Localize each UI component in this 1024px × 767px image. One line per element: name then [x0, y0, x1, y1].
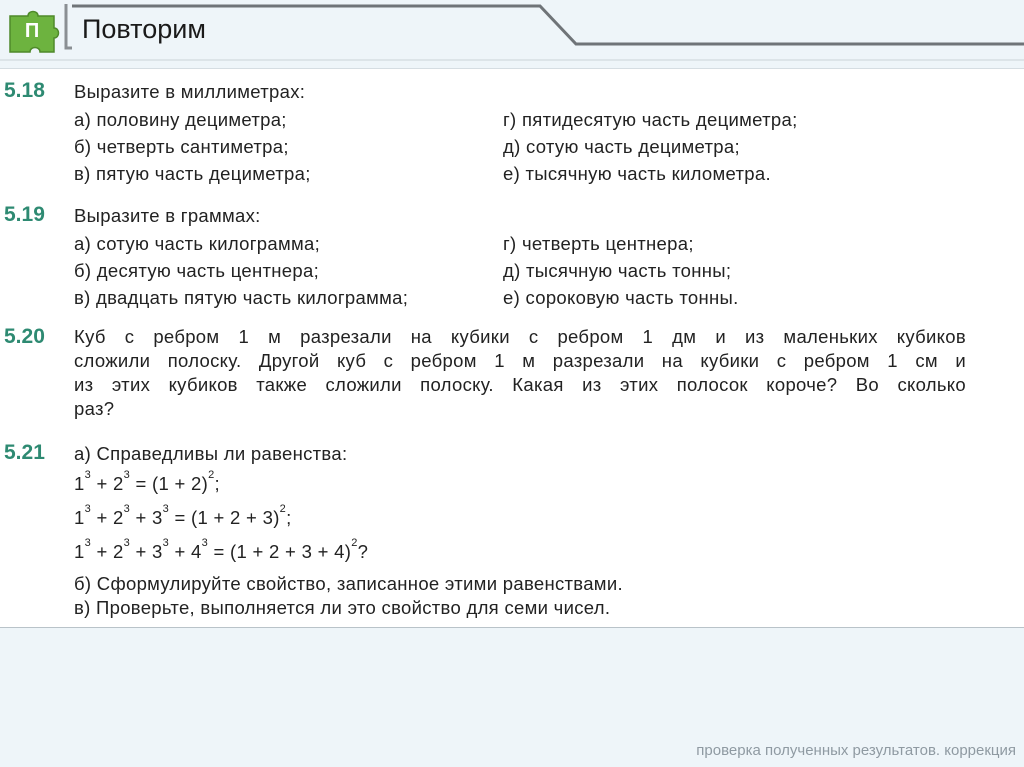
slide-header	[0, 0, 1024, 66]
problem-number: 5.20	[4, 325, 45, 348]
equation-2: $1^3 + 2^3 + 3^3 = (1 + 2 + 3)^2$;	[74, 503, 292, 528]
problem-text	[74, 325, 966, 421]
equation-3: $1^3 + 2^3 + 3^3 + 4^3 = (1 + 2 + 3 + 4)^2$?	[74, 537, 369, 562]
answer-item: г) пятидесятую часть дециметра;	[503, 109, 798, 130]
answer-item: б) десятую часть центнера;	[74, 260, 320, 281]
problem-number: 5.21	[4, 441, 45, 464]
problem-prompt: Выразите в миллиметрах:	[74, 81, 306, 102]
answer-item: е) тысячную часть километра.	[503, 163, 771, 184]
text-line: из этих кубиков также сложили полоску. Какая из этих полосок короче? Во сколько	[74, 374, 966, 395]
text-line: Куб с ребром 1 м разрезали на кубики с ребром 1 дм и из маленьких кубиков	[74, 326, 966, 347]
problem-number: 5.18	[4, 79, 45, 102]
badge-letter: П	[24, 20, 40, 42]
answer-item: д) сотую часть дециметра;	[503, 136, 740, 157]
part-a: а) Справедливы ли равенства:	[74, 443, 348, 464]
problem-number: 5.19	[4, 203, 45, 226]
text-line: сложили полоску. Другой куб с ребром 1 м разрезали на кубики с ребром 1 см и	[74, 350, 966, 371]
textbook-page	[0, 68, 1024, 628]
answer-item: е) сороковую часть тонны.	[503, 287, 739, 308]
part-b: б) Сформулируйте свойство, записанное этими равенствами.	[74, 573, 623, 594]
puzzle-piece-icon	[6, 10, 64, 56]
answer-item: а) половину дециметра;	[74, 109, 287, 130]
answer-item: в) двадцать пятую часть килограмма;	[74, 287, 409, 308]
footer-caption: проверка полученных результатов. коррекция	[696, 742, 1016, 759]
problem-prompt: Выразите в граммах:	[74, 205, 261, 226]
answer-item: б) четверть сантиметра;	[74, 136, 289, 157]
equation-1: $1^3 + 2^3 = (1 + 2)^2$;	[74, 469, 220, 494]
answer-item: г) четверть центнера;	[503, 233, 694, 254]
part-c: в) Проверьте, выполняется ли это свойство для семи чисел.	[74, 597, 611, 618]
answer-item: в) пятую часть дециметра;	[74, 163, 311, 184]
answer-item: д) тысячную часть тонны;	[503, 260, 732, 281]
page-title: Повторим	[82, 14, 206, 44]
text-line: раз?	[74, 398, 115, 419]
answer-item: а) сотую часть килограмма;	[74, 233, 321, 254]
